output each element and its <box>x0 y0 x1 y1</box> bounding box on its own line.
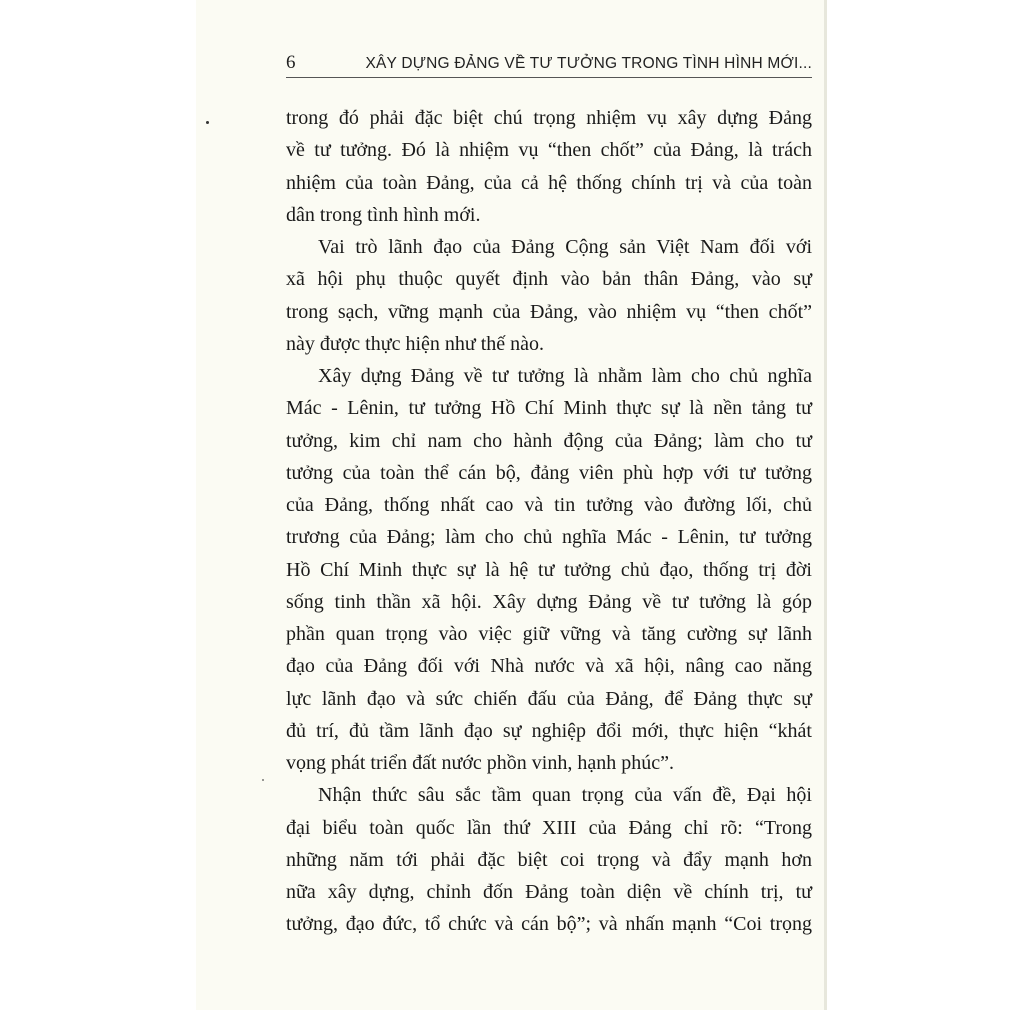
text-line: về tư tưởng. Đó là nhiệm vụ “then chốt” của Đảng, là trách <box>286 139 812 162</box>
text-line: Xây dựng Đảng về tư tưởng là nhằm làm cho chủ nghĩa <box>318 365 812 387</box>
text-line: nhiệm của toàn Đảng, của cả hệ thống chính trị và của toàn <box>286 171 812 194</box>
text-line: Vai trò lãnh đạo của Đảng Cộng sản Việt Nam đối với <box>318 236 812 258</box>
text-line: tưởng của toàn thể cán bộ, đảng viên phù hợp với tư tưởng <box>286 461 812 484</box>
text-line: trương của Đảng; làm cho chủ nghĩa Mác - Lênin, tư tưởng <box>286 526 812 549</box>
text-line: Hồ Chí Minh thực sự là hệ tư tưởng chủ đạo, thống trị đời <box>286 558 812 581</box>
text-line: tưởng, đạo đức, tổ chức và cán bộ”; và nhấn mạnh “Coi trọng <box>286 913 812 936</box>
body-text <box>286 104 812 943</box>
text-line: phần quan trọng vào việc giữ vững và tăng cường sự lãnh <box>286 623 812 645</box>
text-line: đại biểu toàn quốc lần thứ XIII của Đảng chỉ rõ: “Trong <box>286 816 812 839</box>
paragraph <box>286 104 812 233</box>
text-line: đạo của Đảng đối với Nhà nước và xã hội, nâng cao năng <box>286 655 812 678</box>
text-line: nữa xây dựng, chỉnh đốn Đảng toàn diện về chính trị, tư <box>286 881 812 903</box>
paragraph <box>286 233 812 362</box>
text-line: những năm tới phải đặc biệt coi trọng và đẩy mạnh hơn <box>286 848 812 871</box>
running-head: XÂY DỰNG ĐẢNG VỀ TƯ TƯỞNG TRONG TÌNH HÌNH MỚI... <box>365 55 812 72</box>
text-line: trong đó phải đặc biệt chú trọng nhiệm vụ xây dựng Đảng <box>286 107 812 129</box>
page-header <box>286 50 812 78</box>
text-line: trong sạch, vững mạnh của Đảng, vào nhiệm vụ “then chốt” <box>286 300 812 323</box>
ink-speck <box>206 121 209 124</box>
text-line: sống tinh thần xã hội. Xây dựng Đảng về tư tưởng là góp <box>286 590 812 613</box>
text-line: vọng phát triển đất nước phồn vinh, hạnh phúc”. <box>286 752 674 774</box>
text-line: của Đảng, thống nhất cao và tin tưởng vào đường lối, chủ <box>286 494 812 516</box>
text-line: xã hội phụ thuộc quyết định vào bản thân Đảng, vào sự <box>286 268 812 291</box>
text-line: Mác - Lênin, tư tưởng Hồ Chí Minh thực sự là nền tảng tư <box>286 397 812 420</box>
paragraph <box>286 781 812 942</box>
text-line: đủ trí, đủ tầm lãnh đạo sự nghiệp đổi mới, thực hiện “khát <box>286 719 812 742</box>
text-line: này được thực hiện như thế nào. <box>286 332 545 355</box>
page-edge <box>824 0 827 1010</box>
text-line: tưởng, kim chỉ nam cho hành động của Đảng; làm cho tư <box>286 429 812 452</box>
ink-speck <box>262 779 264 781</box>
text-line: lực lãnh đạo và sức chiến đấu của Đảng, để Đảng thực sự <box>286 687 812 710</box>
text-line: dân trong tình hình mới. <box>286 203 481 226</box>
text-line: Nhận thức sâu sắc tầm quan trọng của vấn đề, Đại hội <box>318 784 812 807</box>
header-rule <box>286 77 812 78</box>
page-number: 6 <box>286 52 296 73</box>
paragraph <box>286 362 812 781</box>
